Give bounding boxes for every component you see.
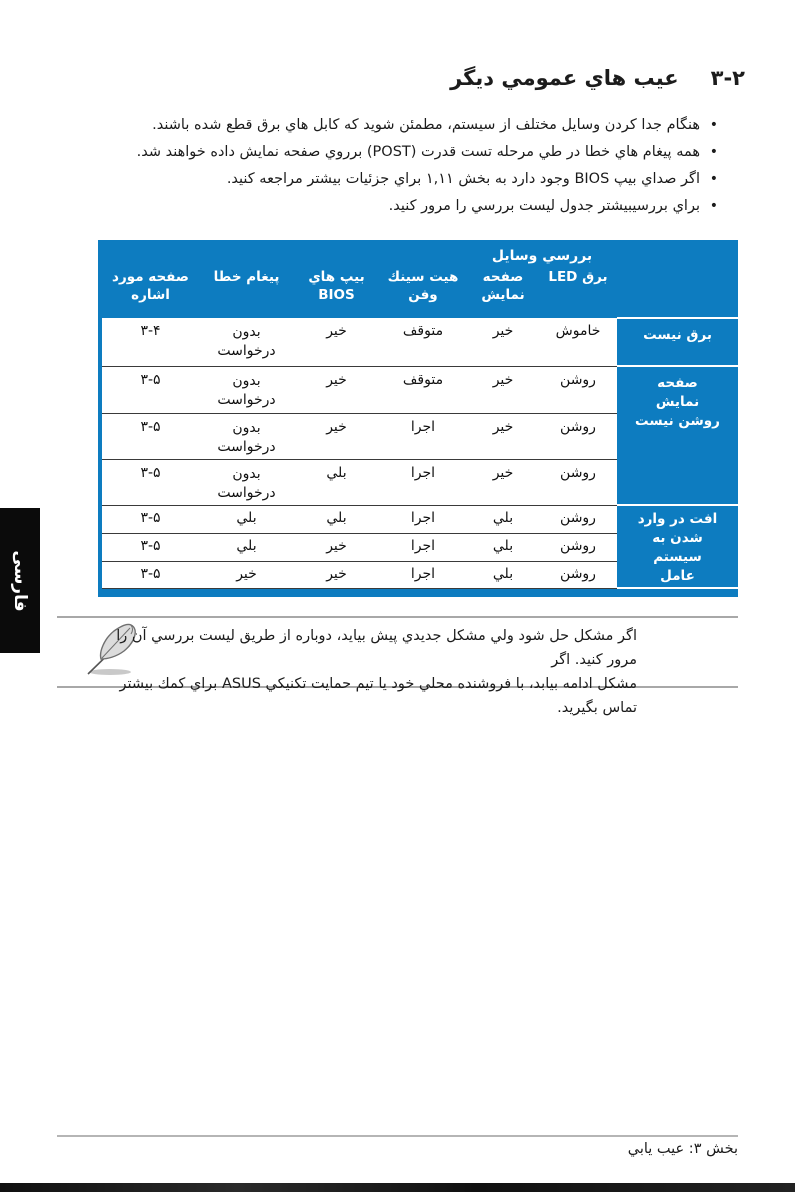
table-cell: خير [294, 366, 379, 413]
list-item [55, 112, 738, 139]
table-cell: ۳-۵ [102, 505, 199, 533]
table-cell: اجرا [379, 459, 467, 505]
column-header-line: هيت سينك [387, 269, 459, 285]
table-cell: اجرا [379, 505, 467, 533]
table-span-spacer [102, 240, 467, 268]
note-line-1: اگر مشكل حل شود ولي مشكل جديدي پيش بيايد، دوباره از طريق ليست بررسي آن را مرور كنيد. اگر [116, 628, 637, 668]
column-header-line: BIOS [318, 287, 355, 303]
table-cell: خير [467, 413, 539, 459]
table-cell: خاموش [539, 318, 617, 366]
section-heading [450, 66, 745, 90]
table-cell: روشن [539, 413, 617, 459]
table-cell-text: بدون درخواست [217, 324, 276, 359]
bullet-icon: • [709, 171, 718, 187]
list-item [55, 139, 738, 166]
table-cell: ۳-۵ [102, 459, 199, 505]
note-line-2: مشكل ادامه بيابد، با فروشنده محلي خود يا تيم حمايت تكنيكي ASUS براي كمك بيشتر تماس بگيريد. [119, 676, 637, 716]
table-row [102, 505, 738, 533]
table-cell: بلي [467, 505, 539, 533]
bullet-text: اگر صداي بيپ BIOS وجود دارد به بخش ۱,۱۱ براي جزئيات بيشتر مراجعه كنيد. [226, 171, 700, 187]
table-row [102, 318, 738, 366]
table-cell: روشن [539, 505, 617, 533]
footer-chapter-label: بخش ۳: عيب يابي [627, 1141, 738, 1157]
table-cell: متوقف [379, 318, 467, 366]
list-item [55, 193, 738, 220]
table-cell: روشن [539, 366, 617, 413]
list-item [55, 166, 738, 193]
column-header-line: اشاره [131, 287, 170, 303]
bullet-text: همه پيغام هاي خطا در طي مرحله تست قدرت (POST) برروي صفحه نمايش داده خواهند شد. [136, 144, 700, 160]
column-header-line: برق LED [548, 269, 608, 285]
table-cell: بلي [467, 561, 539, 588]
table-row [102, 366, 738, 413]
table-corner-cell [617, 240, 738, 318]
table-cell: خير [294, 533, 379, 561]
table-cell [199, 318, 294, 366]
column-header-heatsink-fan [379, 268, 467, 318]
bullet-text: هنگام جدا كردن وسايل مختلف از سيستم، مطمئن شويد كه كابل هاي برق قطع شده باشند. [152, 117, 700, 133]
table-cell: ۳-۵ [102, 413, 199, 459]
bullet-text: براي بررسيبيشتر جدول ليست بررسي را مرور كنيد. [388, 198, 700, 214]
table-cell: ۳-۵ [102, 533, 199, 561]
table-cell: روشن [539, 459, 617, 505]
table-cell-text: بدون درخواست [217, 372, 276, 408]
table-cell: بلي [294, 505, 379, 533]
table-cell: خير [467, 366, 539, 413]
table-cell: روشن [539, 561, 617, 588]
row-group-header [617, 366, 738, 505]
table-cell: بلي [199, 533, 294, 561]
row-group-header [617, 505, 738, 588]
page-bottom-print-bar [0, 1183, 795, 1192]
table-cell: ۳-۵ [102, 561, 199, 588]
table-span-header: بررسي وسايل [467, 240, 617, 268]
table-cell: بلي [199, 505, 294, 533]
row-group-header [617, 318, 738, 366]
section-number: ۳-۲ [710, 66, 745, 90]
row-group-label: صفحه نمايش روشن نيست [635, 375, 720, 429]
table-cell: روشن [539, 533, 617, 561]
column-header-line: صفحه مورد [112, 269, 189, 285]
table-cell: خير [199, 561, 294, 588]
table-cell: ۳-۴ [102, 318, 199, 366]
table-cell: اجرا [379, 533, 467, 561]
column-header-ref-page [102, 268, 199, 318]
troubleshooting-table [102, 240, 738, 589]
page-title: عيب هاي عمومي ديگر [450, 66, 679, 90]
table-cell-text: بدون درخواست [217, 419, 276, 455]
bullet-icon: • [709, 198, 718, 214]
column-header-line: وفن [408, 287, 438, 303]
column-header-line: نمايش [481, 287, 525, 303]
table-cell: ۳-۵ [102, 366, 199, 413]
bullet-icon: • [709, 117, 718, 133]
troubleshooting-table-frame [98, 240, 738, 597]
column-header-error-message [199, 268, 294, 318]
note-text [96, 624, 637, 720]
note-divider-top [57, 616, 738, 618]
table-cell: اجرا [379, 561, 467, 588]
row-group-label: افت در وارد شدن به سيستم عامل [637, 511, 718, 584]
row-group-label: برق نيست [643, 327, 712, 343]
table-cell: خير [467, 459, 539, 505]
table-cell [199, 413, 294, 459]
table-cell: بلي [294, 459, 379, 505]
column-header-display [467, 268, 539, 318]
column-header-line: صفحه [482, 269, 524, 285]
table-cell: خير [294, 413, 379, 459]
language-tab-label: فارسی [10, 549, 30, 612]
table-cell: خير [467, 318, 539, 366]
column-header-power-led [539, 268, 617, 318]
table-cell: متوقف [379, 366, 467, 413]
table-cell: اجرا [379, 413, 467, 459]
table-cell-text: بدون درخواست [217, 465, 276, 501]
bullet-list [55, 112, 738, 220]
column-header-line: بيپ هاي [308, 269, 365, 285]
table-cell [199, 459, 294, 505]
table-cell: خير [294, 318, 379, 366]
bullet-icon: • [709, 144, 718, 160]
language-side-tab [0, 508, 40, 653]
footer-divider [57, 1135, 738, 1137]
table-cell: بلي [467, 533, 539, 561]
table-cell: خير [294, 561, 379, 588]
table-cell [199, 366, 294, 413]
column-header-bios-beep [294, 268, 379, 318]
column-header-line: پيغام خطا [213, 269, 280, 285]
